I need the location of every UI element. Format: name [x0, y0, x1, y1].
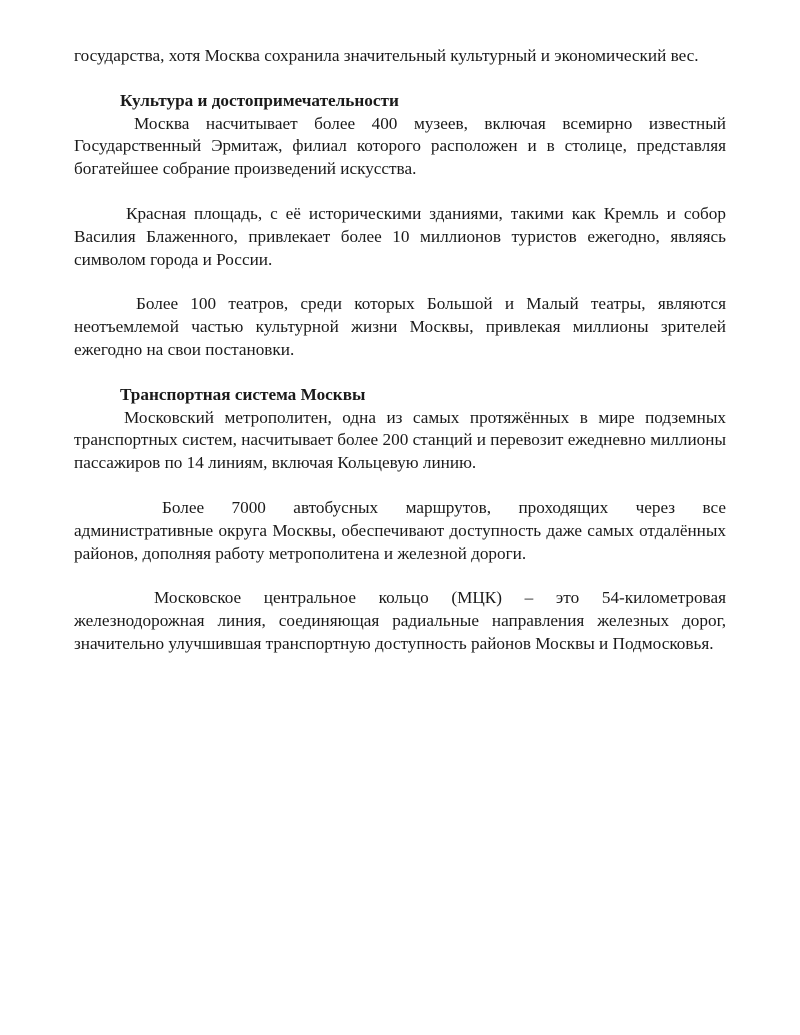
culture-paragraph-museums: Москва насчитывает более 400 музеев, включая всемирно известный Государственный Эрмитаж, филиал которого расположен и в столице, представляя богатейшее собрание произведений искусства. [74, 113, 726, 179]
transport-paragraph-mck: Московское центральное кольцо (МЦК) – это 54-километровая железнодорожная линия, соединяющая радиальные направления железных дорог, значительно улучшившая транспортную доступность районов Москвы и Подмосковья. [74, 588, 726, 653]
culture-paragraph-theatres: Более 100 театров, среди которых Большой и Малый театры, являются неотъемлемой частью культурной жизни Москвы, привлекая миллионы зрителей ежегодно на свои постановки. [74, 294, 726, 359]
transport-paragraph-metro: Московский метрополитен, одна из самых протяжённых в мире подземных транспортных систем, насчитывает более 200 станций и перевозит ежедневно миллионы пассажиров по 14 линиям, включая Кольцевую линию. [74, 407, 726, 473]
transport-paragraph-buses: Более 7000 автобусных маршрутов, проходящих через все административные округа Москвы, обеспечивают доступность даже самых отдалённых районов, дополняя работу метрополитена и железной дороги. [74, 497, 726, 563]
document-body [74, 45, 726, 656]
culture-paragraph-red-square: Красная площадь, с её историческими зданиями, такими как Кремль и собор Василия Блаженного, привлекает более 10 миллионов туристов ежегодно, являясь символом города и России. [74, 203, 726, 269]
intro-continuation-paragraph: государства, хотя Москва сохранила значительный культурный и экономический вес. [74, 46, 699, 65]
section-heading-transport: Транспортная система Москвы [120, 384, 366, 404]
section-heading-culture: Культура и достопримечательности [120, 90, 399, 110]
